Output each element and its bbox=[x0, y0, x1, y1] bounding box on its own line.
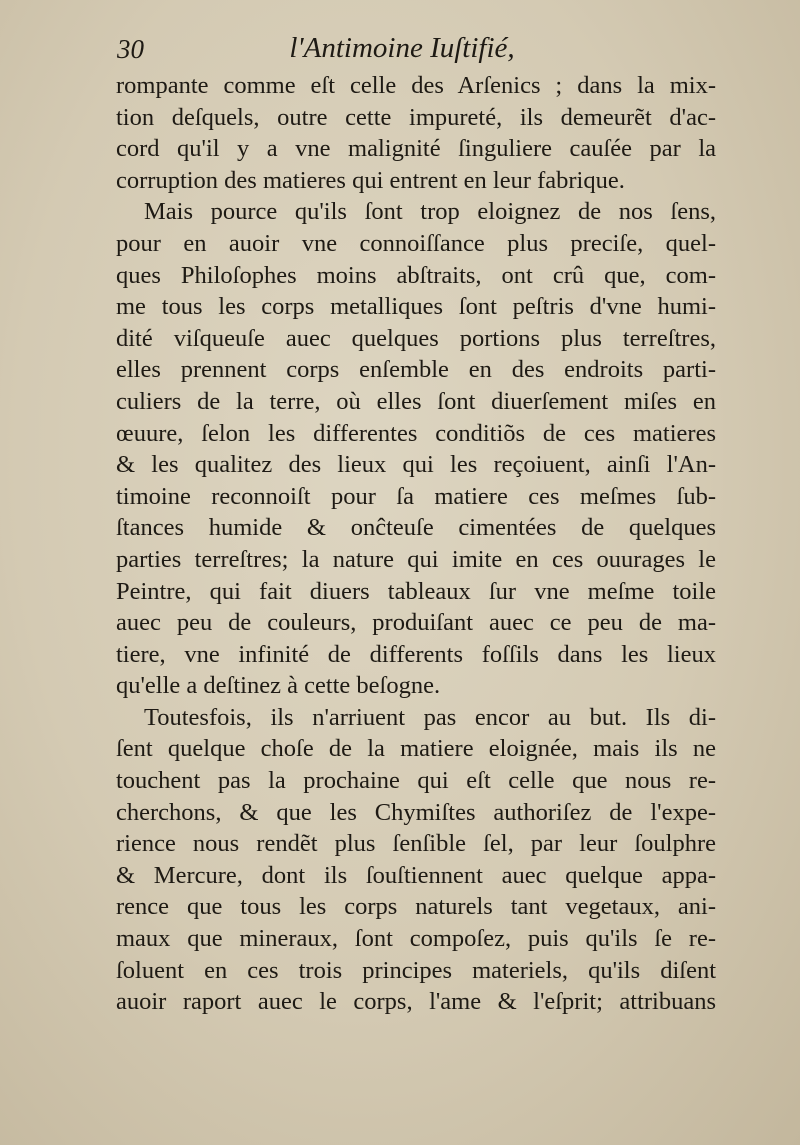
text-line: auoir raport auec le corps, l'ame & l'eſprit; attribuans bbox=[116, 988, 716, 1016]
text-line: touchent pas la prochaine qui eſt celle que nous re- bbox=[116, 767, 716, 795]
text-line: parties terreſtres; la nature qui imite en ces ouurages le bbox=[116, 545, 716, 573]
text-line: cherchons, & que les Chymiſtes authoriſez de l'expe- bbox=[116, 798, 716, 826]
text-line: ſoluent en ces trois principes materiels, qu'ils diſent bbox=[116, 956, 716, 984]
page-number: 30 bbox=[117, 34, 144, 64]
text-line: me tous les corps metalliques ſont peſtris d'vne humi- bbox=[116, 293, 716, 321]
text-line: Peintre, qui fait diuers tableaux ſur vne meſme toile bbox=[116, 577, 716, 605]
text-line: rence que tous les corps naturels tant vegetaux, ani- bbox=[116, 893, 716, 921]
text-line: rompante comme eſt celle des Arſenics ; dans la mix- bbox=[116, 72, 716, 99]
text-line: œuure, ſelon les differentes conditiõs de ces matieres bbox=[116, 419, 716, 447]
text-line: timoine reconnoiſt pour ſa matiere ces meſmes ſub- bbox=[116, 482, 716, 510]
running-title: l'Antimoine Iuſtifié, bbox=[289, 32, 515, 64]
text-line: ques Philoſophes moins abſtraits, ont crû que, com- bbox=[116, 261, 716, 289]
text-line: Mais pource qu'ils ſont trop eloignez de nos ſens, bbox=[144, 198, 716, 226]
text-line: culiers de la terre, où elles ſont diuerſement miſes en bbox=[116, 387, 716, 415]
text-line: auec peu de couleurs, produiſant auec ce peu de ma- bbox=[116, 609, 716, 637]
text-line: & Mercure, dont ils ſouſtiennent auec quelque appa- bbox=[116, 861, 716, 889]
text-line: elles prennent corps enſemble en des endroits parti- bbox=[116, 356, 716, 384]
text-line: Toutesfois, ils n'arriuent pas encor au but. Ils di- bbox=[144, 703, 716, 731]
text-line: ſent quelque choſe de la matiere eloignée, mais ils ne bbox=[116, 735, 716, 763]
text-line: rience nous rendẽt plus ſenſible ſel, par leur ſoulphre bbox=[116, 830, 716, 858]
body-text bbox=[116, 70, 716, 1018]
text-line: maux que mineraux, ſont compoſez, puis qu'ils ſe re- bbox=[116, 925, 716, 953]
text-line: dité viſqueuſe auec quelques portions plus terreſtres, bbox=[116, 324, 716, 352]
text-line: & les qualitez des lieux qui les reçoiuent, ainſi l'An- bbox=[116, 451, 716, 479]
text-line: corruption des matieres qui entrent en leur fabrique. bbox=[116, 166, 625, 194]
text-line: pour en auoir vne connoiſſance plus preciſe, quel- bbox=[116, 229, 716, 257]
text-line: tiere, vne infinité de differents foſſils dans les lieux bbox=[116, 640, 716, 668]
text-line: tion deſquels, outre cette impureté, ils demeurẽt d'ac- bbox=[116, 103, 716, 131]
text-line: ſtances humide & onĉteuſe cimentées de quelques bbox=[116, 514, 716, 542]
text-line: cord qu'il y a vne malignité ſinguliere cauſée par la bbox=[116, 135, 716, 163]
page-header bbox=[117, 28, 717, 68]
text-line: qu'elle a deſtinez à cette beſogne. bbox=[116, 672, 441, 700]
